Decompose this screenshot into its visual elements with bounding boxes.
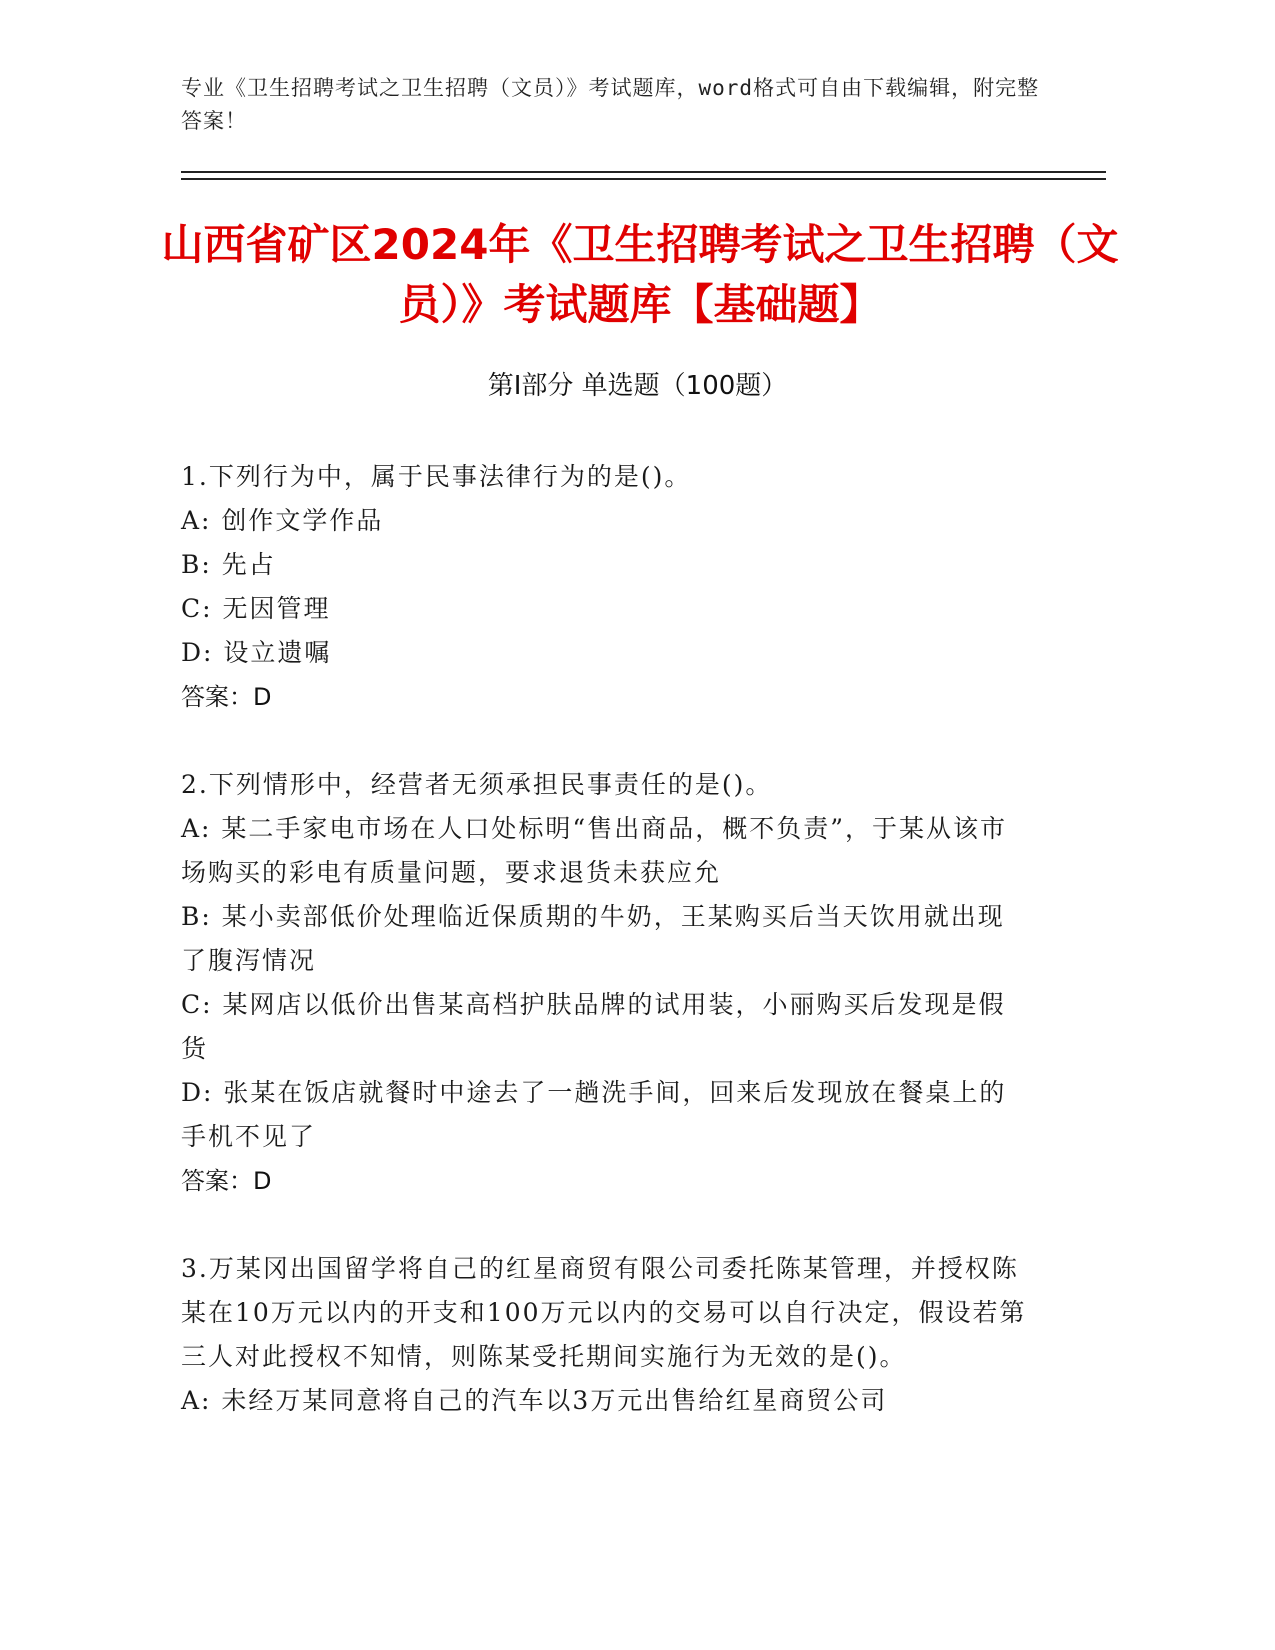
option-d: D: 张某在饭店就餐时中途去了一趟洗手间，回来后发现放在餐桌上的手机不见了 — [181, 1078, 1007, 1151]
option-a: A: 某二手家电市场在人口处标明“售出商品，概不负责”，于某从该市场购买的彩电有质量问题，要求退货未获应允 — [181, 814, 1007, 887]
header-divider-thin — [181, 171, 1106, 173]
question-1 — [181, 455, 1031, 719]
question-stem: 2.下列情形中，经营者无须承担民事责任的是()。 — [181, 770, 773, 799]
header-note: 专业《卫生招聘考试之卫生招聘（文员）》考试题库，word格式可自由下载编辑，附完整答案！ — [181, 76, 1040, 133]
section-title: 第Ⅰ部分 单选题（100题） — [487, 371, 788, 401]
header-divider-thick — [181, 178, 1106, 180]
question-3 — [181, 1247, 1031, 1423]
answer: 答案：D — [181, 1167, 272, 1195]
option-a: A: 创作文学作品 — [181, 506, 384, 535]
option-a: A: 未经万某同意将自己的汽车以3万元出售给红星商贸公司 — [181, 1386, 888, 1415]
option-b: B: 某小卖部低价处理临近保质期的牛奶，王某购买后当天饮用就出现了腹泻情况 — [181, 902, 1005, 975]
question-stem: 1.下列行为中，属于民事法律行为的是()。 — [181, 462, 692, 491]
option-d: D: 设立遗嘱 — [181, 638, 332, 667]
question-list — [181, 455, 1031, 1467]
option-b: B: 先占 — [181, 550, 276, 579]
question-stem: 3.万某冈出国留学将自己的红星商贸有限公司委托陈某管理，并授权陈某在10万元以内的开支和100万元以内的交易可以自行决定，假设若第三人对此授权不知情，则陈某受托期间实施行为无效的是()。 — [181, 1254, 1027, 1371]
question-2 — [181, 763, 1031, 1203]
option-c: C: 某网店以低价出售某高档护肤品牌的试用装，小丽购买后发现是假货 — [181, 990, 1006, 1063]
answer: 答案：D — [181, 683, 272, 711]
option-c: C: 无因管理 — [181, 594, 331, 623]
document-title: 山西省矿区2024年《卫生招聘考试之卫生招聘（文员）》考试题库【基础题】 — [161, 220, 1119, 329]
